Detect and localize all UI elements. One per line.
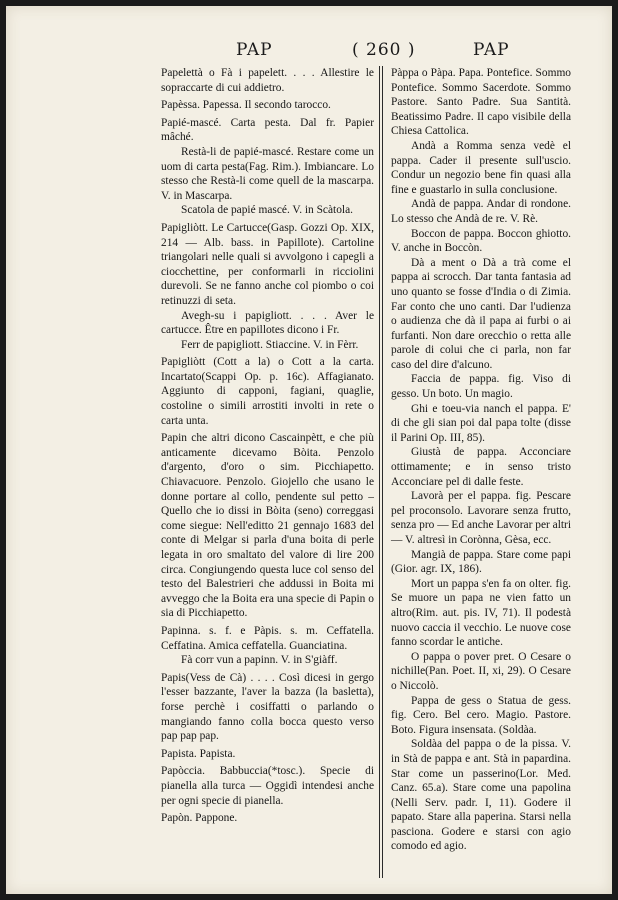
dictionary-entry: Papelettà o Fà i papelett. . . . Allestire le sopraccarte di cui addietro. [161, 67, 374, 94]
dictionary-entry: Papigliòtt (Cott a la) o Cott a la carta. Incartato(Scappi Op. p. 16c). Affagianato. Aggiunto di capponi, fagiani, quaglie, costoline o simili arrostiti involti in rete o carta unta. [161, 356, 374, 427]
dictionary-entry: Pappa de gess o Statua de gess. fig. Cero. Bel cero. Magio. Pastore. Boto. Figura insensata. (Soldàa. [391, 694, 571, 736]
dictionary-entry: Papigliòtt. Le Cartucce(Gasp. Gozzi Op. XIX, 214 — Alb. bass. in Papillote). Cartoline triangolari nelle quali si avvolgono i capegli a ciocchettine, per conformarli in ricciolini durevoli. Se ne fanno anche col piombo o coi retinuzzi di seta. [161, 221, 374, 307]
dictionary-entry: Fà corr vun a papinn. V. in S'giàff. [181, 654, 338, 667]
dictionary-entry: Scatola de papié mascé. V. in Scàtola. [181, 204, 353, 217]
dictionary-entry: Papòccia. Babbuccia(*tosc.). Specie di pianella alla turca — Oggidì intendesi anche per ogni specie di pianella. [161, 765, 374, 807]
dictionary-entry: Boccon de pappa. Boccon ghiotto. V. anche in Boccòn. [391, 227, 571, 255]
left-column [161, 66, 374, 826]
dictionary-entry: Mort un pappa s'en fa on olter. fig. Se muore un papa ne vien fatto un altro(Rim. aut. pis. IV, 71). Il podestà nuovo caccia il vecchio. Le nuove cose fanno scordar le antiche. [391, 577, 571, 649]
dictionary-entry: Avegh-su i papigliott. . . . Aver le cartucce. Être en papillotes dicono i Fr. [161, 309, 374, 337]
dictionary-entry: Dà a ment o Dà a trà come el pappa ai scrocch. Dar tanta fantasia ad uno quanto se fosse d'India o di Zimia. Far conto che uno canti. Dar l'udienza o audienza che dà il papa ai furbi o ai furfanti. Non dare orecchio o retta alle parole di colui che ci parla, non far caso del dire d'alcuno. [391, 256, 571, 371]
dictionary-entry: Restà-li de papié-mascé. Restare come un uom di carta pesta(Fag. Rim.). Imbiancare. Lo stesso che Restà-li come quell de la mascarpa. V. in Mascarpa. [161, 145, 374, 202]
dictionary-entry: Papòn. Pappone. [161, 812, 238, 825]
right-column [391, 66, 571, 854]
dictionary-entry: Papista. Papista. [161, 747, 236, 760]
dictionary-entry: Pàppa o Pàpa. Papa. Pontefice. Sommo Pontefice. Sommo Sacerdote. Sommo Pastore. Santo Padre. Sua Santità. Beatissimo Padre. Il capo visibile della Chiesa Cattolica. [391, 67, 571, 138]
dictionary-entry: Faccia de pappa. fig. Viso di gesso. Un boto. Un magio. [391, 373, 571, 401]
page [6, 6, 612, 894]
dictionary-entry: Papin che altri dicono Cascainpètt, e che più anticamente dicevamo Bòita. Penzolo d'argento, d'oro o sim. Picchiapetto. Chiavacuore. Penzolo. Giojello che usano le donne portare al collo, pendente sul petto – Quello che io dissi in Bòita (seno) correggasi come siegue: Nell'editto 21 gennajo 1683 del conte di Melgar si parla d'una boita di perle legata in oro smaltato del valore di lire 200 circa. Congiungendo questa luce col senso del testo del Balestrieri che addussi in Boita mi avveggo che la Boita era una specie di Papin o sia di Picchiapetto. [161, 432, 374, 620]
running-head-right: PAP [473, 40, 510, 60]
dictionary-entry: Papèssa. Papessa. Il secondo tarocco. [161, 99, 331, 112]
dictionary-entry: Andà de pappa. Andar di rondone. Lo stesso che Andà de re. V. Rè. [391, 198, 571, 225]
dictionary-entry: Papinna. s. f. e Pàpis. s. m. Ceffatella. Ceffatina. Amica ceffatella. Guanciatina. [161, 624, 374, 652]
dictionary-entry: Soldàa del pappa o de la pissa. V. in Stà de pappa e ant. Stà in papardina. Star come un passerino(Lor. Med. Canz. 65.a). Stare come una papolina (Nelli Serv. padr. I, 11). Godere il papato. Stare alla paperina. Starsi nella pasciona. Godere e starsi con agio comodo ed agio. [391, 738, 571, 853]
column-divider [379, 66, 380, 878]
dictionary-entry: Ferr de papigliott. Stiaccine. V. in Fèrr. [181, 338, 359, 351]
dictionary-entry: Ghi e toeu-via nanch el pappa. E' di che gli sian poi dal papa tolte (disse il Parini Op. III, 85). [391, 402, 571, 444]
dictionary-entry: Papié-mascé. Carta pesta. Dal fr. Papier mâché. [161, 116, 374, 144]
dictionary-entry: Giustà de pappa. Acconciare ottimamente; e in senso tristo Acconciare pel di dalle feste. [391, 446, 571, 488]
running-head-left: PAP [236, 40, 273, 60]
dictionary-entry: O pappa o pover pret. O Cesare o nichille(Pan. Poet. II, xi, 29). O Cesare o Niccolò. [391, 650, 571, 692]
dictionary-entry: Papis(Vess de Cà) . . . . Così dicesi in gergo l'esser bazzante, l'aver la bazza (la basletta), forse perchè i cosiffatti o parlando o mangiando fanno colla bocca questo verso pap pap pap. [161, 671, 374, 743]
page-number: ( 260 ) [352, 40, 416, 60]
dictionary-entry: Andà a Romma senza vedè el pappa. Cader il presente sull'uscio. Condur un negozio bene fin quasi alla fine e guastarlo in sulla conclusione. [391, 139, 571, 196]
dictionary-entry: Mangià de pappa. Stare come papi (Gior. agr. IX, 186). [391, 548, 571, 576]
dictionary-entry: Lavorà per el pappa. fig. Pescare pel proconsolo. Lavorare senza frutto, senza pro — Ed anche Lavorar per altri — V. altresì in Corònna, Gèsa, ecc. [391, 490, 571, 546]
